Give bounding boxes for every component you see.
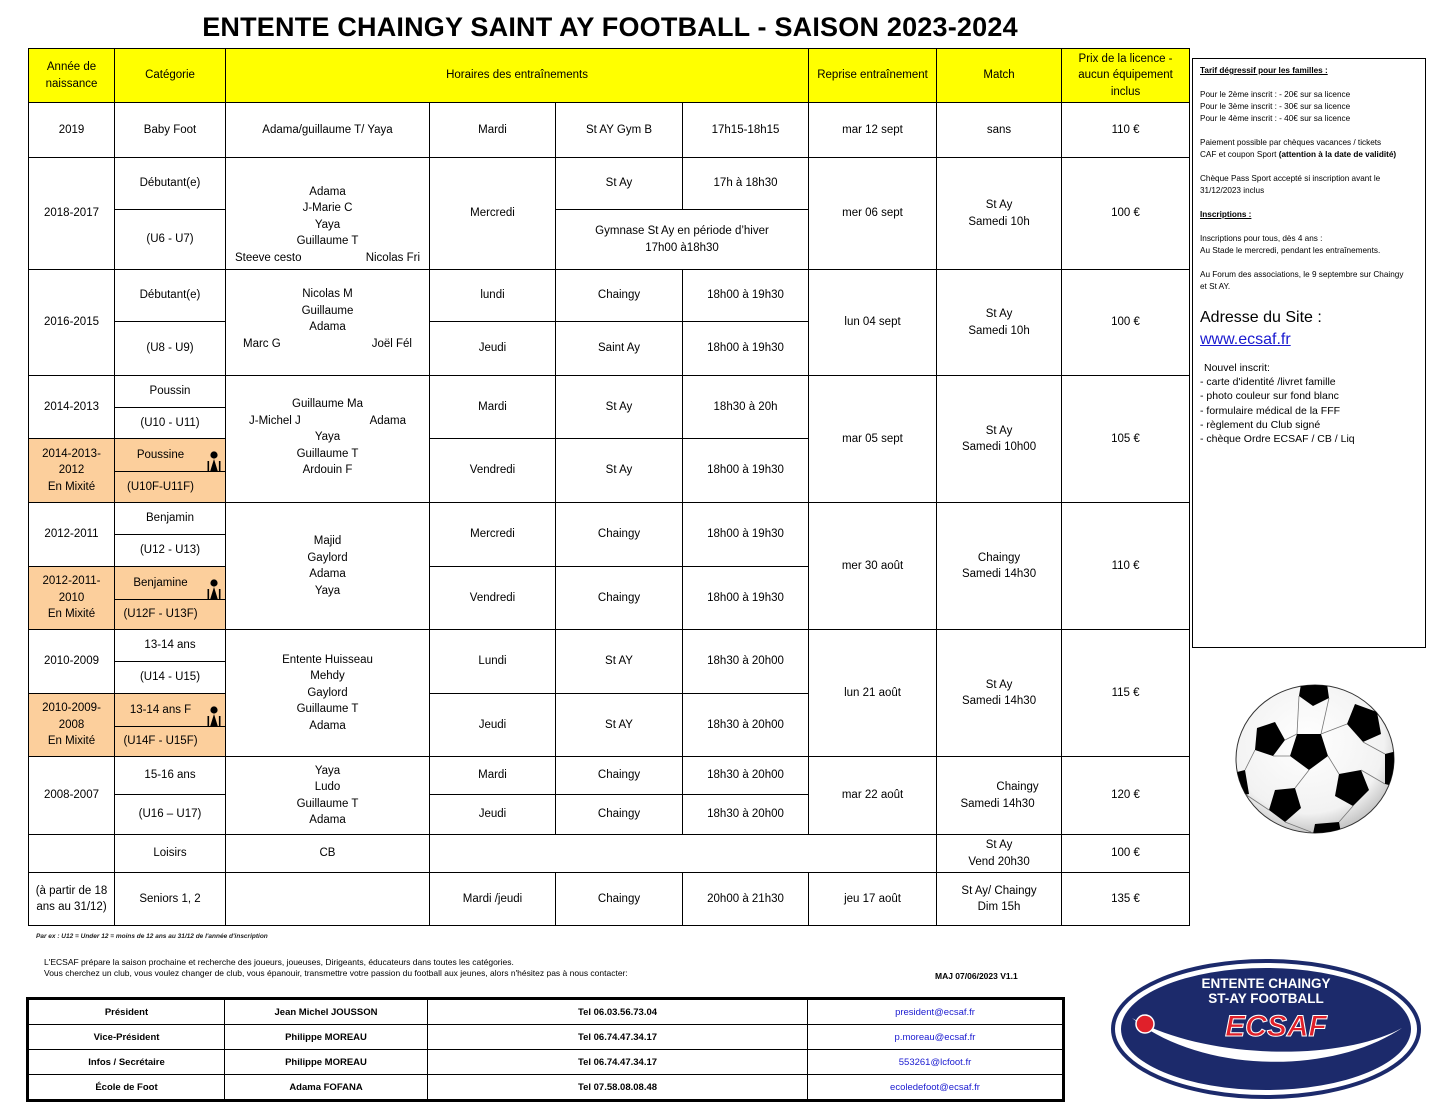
day-cell: Lundi: [430, 630, 556, 694]
day-cell: Mardi /jeudi: [430, 873, 556, 926]
page-title: ENTENTE CHAINGY SAINT AY FOOTBALL - SAISON 2023-2024: [202, 12, 1018, 42]
price-cell: 110 €: [1062, 103, 1190, 158]
coach-name: Ludo: [314, 781, 341, 793]
category-cell: (U6 - U7): [115, 210, 226, 270]
match-cell: [937, 630, 1062, 757]
forum-line: Au Forum des associations, le 9 septembre sur Chaingy: [1200, 270, 1404, 279]
logo-line1: ENTENTE CHAINGY: [1201, 976, 1331, 991]
coaches-cell: [226, 158, 430, 270]
time-cell: 18h30 à 20h00: [683, 795, 809, 835]
reprise-cell: lun 21 août: [809, 630, 937, 757]
table-row: [29, 757, 1190, 795]
footnote: Par ex : U12 = Under 12 = moins de 12 ans au 31/12 de l'année d'inscription: [36, 933, 268, 940]
mixite-label: En Mixité: [47, 480, 96, 493]
contact-email[interactable]: 553261@lcfoot.fr: [808, 1050, 1063, 1075]
club-logo: [1110, 958, 1422, 1101]
category-cell: Seniors 1, 2: [115, 873, 226, 926]
contact-phone: Tel 06.74.47.34.17: [428, 1050, 808, 1075]
table-row: [29, 630, 1190, 662]
contacts-table: [28, 999, 1063, 1100]
gym-cell: [556, 210, 809, 270]
coach-name: Guillaume T: [296, 703, 359, 716]
logo-ball-icon: [1136, 1015, 1154, 1033]
year-mixite: 2014-2013-2012: [42, 447, 101, 477]
time-cell: 18h30 à 20h00: [683, 630, 809, 694]
female-icon: [206, 579, 222, 600]
year-text: ans au 31/12): [36, 901, 107, 913]
reprise-cell: mer 30 août: [809, 503, 937, 630]
year-cell: [29, 873, 115, 926]
gym-time: 17h00 à18h30: [645, 241, 719, 254]
contact-name: Adama FOFANA: [225, 1075, 428, 1100]
place-cell: St AY: [556, 694, 683, 757]
time-cell: 18h00 à 19h30: [683, 439, 809, 503]
tarif-title: Tarif dégressif pour les familles :: [1200, 66, 1328, 75]
category-cell: (U10F-U11F): [115, 472, 226, 503]
place-cell: St AY Gym B: [556, 103, 683, 158]
contact-role: Vice-Président: [29, 1025, 225, 1050]
match-cell: [937, 158, 1062, 270]
table-row: [29, 103, 1190, 158]
table-row: [29, 1050, 1063, 1075]
match-time: Samedi 10h00: [961, 441, 1037, 453]
category-cell: Débutant(e): [115, 270, 226, 322]
coach-name: Gaylord: [307, 551, 348, 564]
coaches-cell: [226, 630, 430, 757]
place-cell: St AY: [556, 630, 683, 694]
place-cell: Chaingy: [556, 795, 683, 835]
gym-note: Gymnase St Ay en période d’hiver: [595, 225, 769, 237]
contact-name: Philippe MOREAU: [225, 1025, 428, 1050]
list-item: - photo couleur sur fond blanc: [1200, 390, 1339, 403]
coach-name: Guillaume: [301, 304, 354, 317]
day-cell: Mercredi: [430, 158, 556, 270]
logo-line2: ST-AY FOOTBALL: [1208, 991, 1324, 1006]
coach-name: Adama: [309, 321, 346, 333]
category-cell: [115, 567, 226, 600]
tarif-line: Pour le 4ème inscrit : - 40€ sur sa licence: [1200, 114, 1351, 123]
day-cell: Vendredi: [430, 439, 556, 503]
coach-name: Marc G: [243, 337, 281, 350]
coach-name: Steeve cesto: [235, 251, 302, 264]
header-row: [29, 49, 1190, 103]
schedule-table: [28, 48, 1190, 926]
category-female: 13-14 ans F: [129, 703, 192, 716]
table-row: [29, 158, 1190, 210]
coach-name: Gaylord: [307, 686, 348, 699]
time-cell: 18h30 à 20h: [683, 376, 809, 439]
category-cell: (U12F - U13F): [115, 600, 226, 630]
coach-name: Joël Fél: [371, 337, 412, 350]
coaches-cell: [226, 270, 430, 376]
day-cell: Mardi: [430, 103, 556, 158]
year-cell: 2010-2009: [29, 630, 115, 694]
match-time: Samedi 14h30: [961, 568, 1037, 580]
match-time: Vend 20h30: [968, 855, 1030, 868]
coach-name: Yaya: [314, 764, 341, 777]
contact-email[interactable]: president@ecsaf.fr: [808, 1000, 1063, 1025]
day-cell: Vendredi: [430, 567, 556, 630]
coaches-cell: [226, 376, 430, 503]
price-cell: 135 €: [1062, 873, 1190, 926]
forum-line: et St AY.: [1200, 282, 1231, 291]
soccer-ball-icon: [1235, 684, 1395, 834]
day-cell: Mardi: [430, 757, 556, 795]
table-row: [29, 376, 1190, 408]
coach-name: Adama: [309, 568, 346, 580]
day-cell: Jeudi: [430, 795, 556, 835]
contact-phone: Tel 06.03.56.73.04: [428, 1000, 808, 1025]
table-row: [29, 835, 1190, 873]
site-label: Adresse du Site :: [1200, 309, 1322, 326]
header-horaires: Horaires des entraînements: [226, 49, 809, 103]
contact-email[interactable]: ecoledefoot@ecsaf.fr: [808, 1075, 1063, 1100]
year-mixite: 2012-2011-2010: [42, 575, 101, 604]
contact-name: Philippe MOREAU: [225, 1050, 428, 1075]
category-cell: Benjamin: [115, 503, 226, 535]
place-cell: Chaingy: [556, 270, 683, 322]
year-text: (à partir de 18: [35, 884, 108, 897]
contact-role: Infos / Secrétaire: [29, 1050, 225, 1075]
match-time: Samedi 10h: [968, 215, 1030, 228]
match-cell: sans: [937, 103, 1062, 158]
contact-role: École de Foot: [29, 1075, 225, 1100]
intro-line: L'ECSAF prépare la saison prochaine et recherche des joueurs, joueuses, Dirigeants, éducateurs dans toutes les catégories.: [44, 957, 514, 967]
category-female: Benjamine: [133, 576, 188, 589]
contact-phone: Tel 07.58.08.08.48: [428, 1075, 808, 1100]
match-time: Dim 15h: [977, 901, 1021, 913]
coach-name: Adama: [309, 185, 346, 198]
place-cell: Chaingy: [556, 567, 683, 630]
coach-name: Yaya: [314, 431, 341, 443]
table-row: [29, 503, 1190, 535]
year-mixite: 2010-2009-2008: [42, 702, 101, 731]
mixite-label: En Mixité: [47, 608, 96, 621]
inscriptions-line: Au Stade le mercredi, pendant les entraînements.: [1200, 246, 1381, 255]
time-cell: 18h00 à 19h30: [683, 322, 809, 376]
coaches-cell: Adama/guillaume T/ Yaya: [226, 103, 430, 158]
category-cell: [115, 694, 226, 727]
place-cell: Saint Ay: [556, 322, 683, 376]
category-cell: (U14 - U15): [115, 662, 226, 694]
pass-line: Chèque Pass Sport accepté si inscription avant le: [1200, 174, 1381, 183]
coach-name: Guillaume T: [296, 447, 359, 460]
coach-name: Adama: [369, 414, 406, 427]
logo-abbr: ECSAF: [1225, 1010, 1327, 1043]
match-cell: [937, 873, 1062, 926]
coach-name: Nicolas M: [302, 288, 353, 300]
category-cell: Loisirs: [115, 835, 226, 873]
time-cell: 18h00 à 19h30: [683, 270, 809, 322]
match-place: St Ay: [985, 678, 1013, 691]
reprise-cell: mar 12 sept: [809, 103, 937, 158]
reprise-cell: mar 22 août: [809, 757, 937, 835]
coach-name: Guillaume Ma: [292, 398, 363, 410]
time-cell: 17h à 18h30: [683, 158, 809, 210]
match-place: St Ay/ Chaingy: [961, 884, 1037, 897]
contact-name: Jean Michel JOUSSON: [225, 1000, 428, 1025]
table-row: [29, 1075, 1063, 1100]
price-cell: 100 €: [1062, 835, 1190, 873]
table-row: [29, 1000, 1063, 1025]
time-cell: 17h15-18h15: [683, 103, 809, 158]
coaches-cell: [226, 757, 430, 835]
paiement-warning: (attention à la date de validité): [1278, 150, 1397, 159]
match-place: Chaingy: [977, 551, 1021, 564]
category-cell: Baby Foot: [115, 103, 226, 158]
match-time: Samedi 14h30: [960, 797, 1035, 810]
mixite-label: En Mixité: [47, 735, 96, 748]
price-cell: 110 €: [1062, 503, 1190, 630]
list-item: - chèque Ordre ECSAF / CB / Liq: [1200, 433, 1355, 446]
coach-name: J-Marie C: [302, 202, 353, 214]
match-place: St Ay: [985, 199, 1013, 211]
day-cell: Jeudi: [430, 322, 556, 376]
match-time: Samedi 10h: [968, 324, 1030, 337]
tarif-line: Pour le 3ème inscrit : - 30€ sur sa licence: [1200, 102, 1351, 111]
female-icon: [206, 451, 222, 472]
site-link[interactable]: www.ecsaf.fr: [1200, 331, 1291, 348]
table-row: [29, 873, 1190, 926]
category-cell: (U14F - U15F): [115, 727, 226, 757]
category-cell: 13-14 ans: [115, 630, 226, 662]
header-match: Match: [937, 49, 1062, 103]
match-place: St Ay: [985, 308, 1013, 320]
paiement-line: Paiement possible par chèques vacances / tickets: [1200, 138, 1382, 147]
intro-text: [44, 957, 628, 979]
match-place: Chaingy: [996, 781, 1039, 793]
time-cell: 18h00 à 19h30: [683, 503, 809, 567]
place-cell: St Ay: [556, 158, 683, 210]
intro-line: Vous cherchez un club, vous voulez changer de club, vous épanouir, transmettre votre passion du football aux jeunes, alors n'hésitez pas à nous contacter:: [44, 968, 628, 978]
coach-name: Mehdy: [310, 670, 345, 683]
reprise-cell: lun 04 sept: [809, 270, 937, 376]
paiement-line: [1200, 149, 1418, 161]
time-cell: 18h30 à 20h00: [683, 694, 809, 757]
nouvel-inscrit-list: [1200, 361, 1418, 446]
header-reprise: Reprise entraînement: [809, 49, 937, 103]
year-cell: [29, 835, 115, 873]
inscriptions-line: Inscriptions pour tous, dès 4 ans :: [1200, 234, 1323, 243]
coach-name: Nicolas Fri: [365, 251, 420, 264]
price-cell: 115 €: [1062, 630, 1190, 757]
year-cell: 2008-2007: [29, 757, 115, 835]
header-prix: Prix de la licence - aucun équipement inclus: [1062, 49, 1190, 103]
coach-name: Majid: [313, 535, 342, 547]
year-cell: 2012-2011: [29, 503, 115, 567]
category-cell: Poussin: [115, 376, 226, 408]
match-cell: [937, 270, 1062, 376]
category-cell: [115, 439, 226, 472]
category-cell: (U8 - U9): [115, 322, 226, 376]
reprise-cell: jeu 17 août: [809, 873, 937, 926]
year-mixite-cell: [29, 439, 115, 503]
place-cell: St Ay: [556, 439, 683, 503]
coach-name: Yaya: [314, 584, 341, 597]
day-cell: Mercredi: [430, 503, 556, 567]
year-cell: 2018-2017: [29, 158, 115, 270]
coaches-cell: [226, 503, 430, 630]
contact-phone: Tel 06.74.47.34.17: [428, 1025, 808, 1050]
year-mixite-cell: [29, 567, 115, 630]
category-cell: Débutant(e): [115, 158, 226, 210]
year-cell: 2019: [29, 103, 115, 158]
contact-role: Président: [29, 1000, 225, 1025]
coach-name: Adama: [309, 719, 346, 732]
place-cell: Chaingy: [556, 757, 683, 795]
match-cell: [937, 376, 1062, 503]
place-cell: Chaingy: [556, 873, 683, 926]
update-stamp: MAJ 07/06/2023 V1.1: [935, 971, 1018, 981]
tarif-line: Pour le 2ème inscrit : - 20€ sur sa licence: [1200, 90, 1351, 99]
coach-name: Ardouin F: [302, 464, 353, 476]
coach-name: Adama: [309, 814, 346, 826]
coach-name: Guillaume T: [296, 797, 359, 810]
match-place: St Ay: [985, 424, 1013, 437]
price-cell: 105 €: [1062, 376, 1190, 503]
list-item: - formulaire médical de la FFF: [1200, 404, 1341, 417]
paiement-text: CAF et coupon Sport: [1200, 150, 1279, 159]
match-time: Samedi 14h30: [961, 695, 1037, 707]
day-cell: lundi: [430, 270, 556, 322]
day-cell: Mardi: [430, 376, 556, 439]
time-cell: 20h00 à 21h30: [683, 873, 809, 926]
match-cell: [937, 757, 1062, 835]
coach-name: Entente Huisseau: [282, 653, 373, 666]
empty-cell: [430, 835, 937, 873]
place-cell: Chaingy: [556, 503, 683, 567]
list-item: - carte d'identité /livret famille: [1200, 376, 1336, 389]
year-mixite-cell: [29, 694, 115, 757]
price-cell: 120 €: [1062, 757, 1190, 835]
category-cell: (U12 - U13): [115, 535, 226, 567]
category-cell: 15-16 ans: [115, 757, 226, 795]
reprise-cell: mer 06 sept: [809, 158, 937, 270]
reprise-cell: mar 05 sept: [809, 376, 937, 503]
day-cell: Jeudi: [430, 694, 556, 757]
category-female: Poussine: [136, 448, 185, 461]
header-categorie: Catégorie: [115, 49, 226, 103]
list-item: - règlement du Club signé: [1200, 418, 1321, 431]
info-panel: [1192, 58, 1426, 648]
time-cell: 18h00 à 19h30: [683, 567, 809, 630]
coaches-cell: CB: [226, 835, 430, 873]
price-cell: 100 €: [1062, 270, 1190, 376]
year-cell: 2014-2013: [29, 376, 115, 439]
year-cell: 2016-2015: [29, 270, 115, 376]
match-cell: [937, 503, 1062, 630]
place-cell: St Ay: [556, 376, 683, 439]
match-cell: [937, 835, 1062, 873]
category-cell: (U10 - U11): [115, 408, 226, 439]
price-cell: 100 €: [1062, 158, 1190, 270]
contact-email[interactable]: p.moreau@ecsaf.fr: [808, 1025, 1063, 1050]
coach-name: J-Michel J: [249, 414, 301, 427]
inscriptions-title: Inscriptions :: [1200, 210, 1252, 219]
pass-line: 31/12/2023 inclus: [1200, 186, 1265, 195]
table-row: [29, 1025, 1063, 1050]
match-place: St Ay: [985, 839, 1013, 851]
coach-name: Guillaume T: [296, 235, 359, 247]
category-cell: (U16 – U17): [115, 795, 226, 835]
header-annee: Année de naissance: [29, 49, 115, 103]
nouvel-inscrit-title: Nouvel inscrit:: [1204, 362, 1270, 374]
coach-name: Yaya: [314, 218, 341, 231]
coaches-cell: [226, 873, 430, 926]
female-icon: [206, 706, 222, 727]
time-cell: 18h30 à 20h00: [683, 757, 809, 795]
table-row: [29, 270, 1190, 322]
